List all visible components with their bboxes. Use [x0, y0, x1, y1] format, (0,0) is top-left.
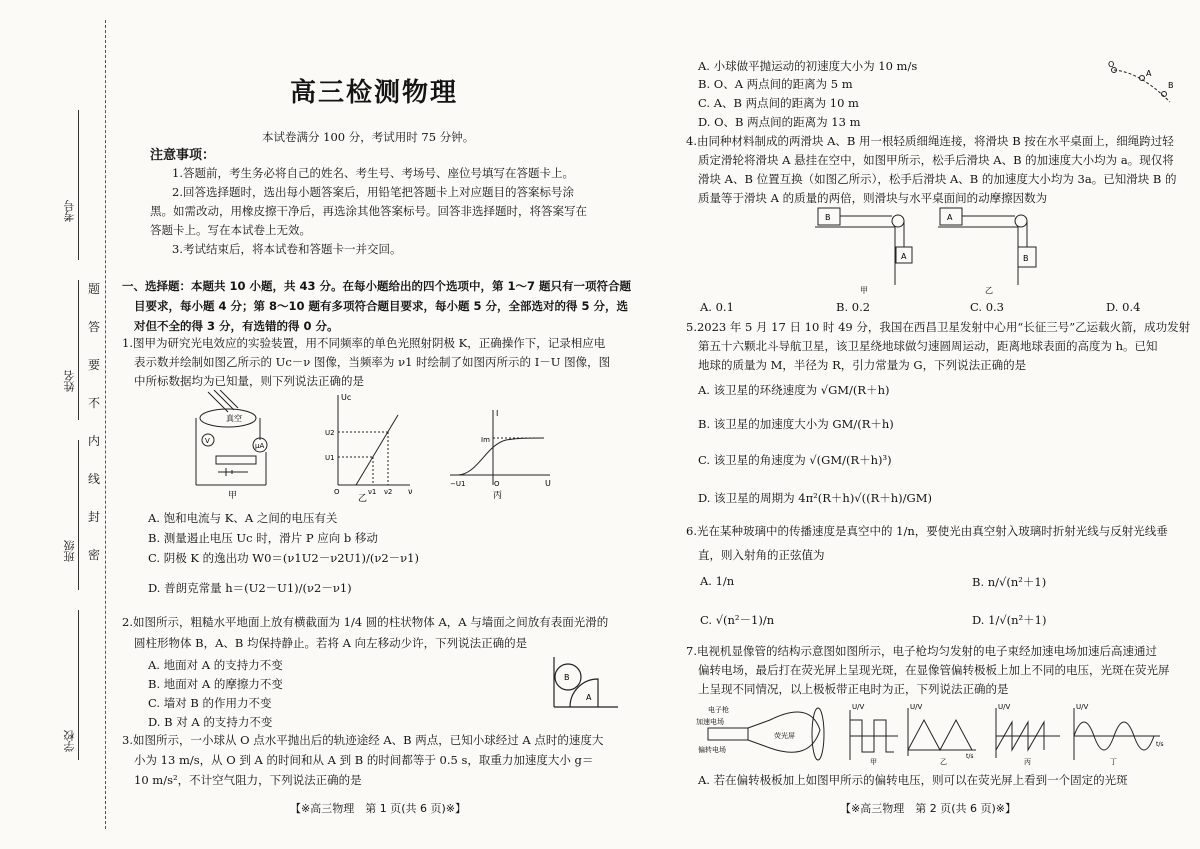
q3-stem: 小为 13 m/s，从 O 到 A 的时间和从 A 到 B 的时间都等于 0.5 s，取重力加速度大小 g＝	[134, 753, 594, 767]
q2-figure	[548, 655, 620, 710]
q5-option-b: B. 该卫星的加速度大小为 GM/(R＋h)	[698, 417, 894, 431]
section-instruction: 目要求，每小题 4 分；第 8～10 题有多项符合题目要求，每小题 5 分，全部选对的得 5 分，选	[134, 299, 629, 313]
svg-text:U/V: U/V	[910, 703, 923, 711]
svg-text:A: A	[947, 213, 953, 222]
u-axis: U	[545, 479, 551, 488]
q2-stem: 圆柱形物体 B，A、B 均保持静止。若将 A 向左移动少许，下列说法正确的是	[134, 636, 528, 650]
q3-option-a: A. 小球做平抛运动的初速度大小为 10 m/s	[698, 59, 918, 73]
svg-text:U/V: U/V	[998, 703, 1011, 711]
name-line	[78, 280, 79, 420]
q1-option-a: A. 饱和电流与 K、A 之间的电压有关	[148, 511, 338, 525]
q4-stem: 质定滑轮将滑块 A 悬挂在空中，如图甲所示，松手后滑块 A、B 的加速度大小均为 a。现仅将	[698, 153, 1174, 167]
deflect-label: 偏转电场	[698, 746, 726, 754]
page-footer-left: 【※高三物理 第 1 页(共 6 页)※】	[290, 802, 466, 815]
origin-label: O	[334, 488, 340, 496]
q4-figures	[810, 205, 1060, 295]
svg-text:U/V: U/V	[1076, 703, 1089, 711]
q4-option-b: B. 0.2	[836, 300, 871, 314]
q1-option-d: D. 普朗克常量 h＝(U2－U1)/(ν2－ν1)	[148, 581, 352, 595]
q4-option-c: C. 0.3	[970, 300, 1004, 314]
q1-figures	[188, 390, 568, 502]
svg-text:B: B	[564, 673, 570, 682]
svg-text:B: B	[825, 213, 831, 222]
uv-axis: U/V	[852, 703, 865, 711]
fig-label: 丙	[1024, 758, 1031, 766]
svg-text:t/s: t/s	[1156, 741, 1164, 748]
fig-label: 乙	[985, 286, 993, 295]
seal-char: 封	[88, 510, 101, 524]
note-line: 2.回答选择题时，选出每小题答案后，用铅笔把答题卡上对应题目的答案标号涂	[172, 185, 574, 199]
section-instruction: 对但不全的得 3 分，有选错的得 0 分。	[134, 319, 339, 333]
svg-text:B: B	[1168, 81, 1174, 90]
svg-text:A: A	[1146, 69, 1152, 78]
fig-label: 甲	[870, 758, 877, 766]
svg-text:O: O	[494, 480, 500, 488]
q3-stem: 3.如图所示，一小球从 O 点水平抛出后的轨迹途经 A、B 两点，已知小球经过 A 点时的速度大	[122, 733, 604, 747]
nu1-tick: ν1	[368, 488, 377, 496]
uc-axis: Uc	[341, 393, 352, 402]
q3-option-b: B. O、A 两点间的距离为 5 m	[698, 77, 853, 91]
q6-option-b: B. n/√(n²＋1)	[972, 575, 1047, 589]
q6-option-c: C. √(n²－1)/n	[700, 613, 775, 627]
q5-stem: 第五十六颗北斗导航卫星，该卫星绕地球做匀速圆周运动，距离地球表面的高度为 h。已知	[698, 339, 1158, 353]
fig-label: 丙	[493, 491, 503, 501]
q3-option-c: C. A、B 两点间的距离为 10 m	[698, 96, 859, 110]
school-label: 学校	[63, 730, 76, 752]
section-instruction: 一、选择题：本题共 10 小题，共 43 分。在每小题给出的四个选项中，第 1～7 题只有一项符合题	[122, 279, 632, 293]
svg-text:B: B	[1023, 254, 1029, 263]
i-axis: I	[496, 409, 499, 418]
ts-axis: t/s	[966, 753, 974, 760]
q6-option-a: A. 1/n	[700, 574, 735, 588]
q4-option-d: D. 0.4	[1106, 300, 1141, 314]
u1-tick: U1	[325, 454, 335, 462]
note-line: 黑。如需改动，用橡皮擦干净后，再选涂其他答案标号。回答非选择题时，将答案写在	[150, 204, 587, 218]
seal-char: 不	[88, 396, 101, 410]
svg-text:V: V	[205, 437, 210, 445]
q2-option-c: C. 墙对 B 的作用力不变	[148, 696, 272, 710]
im-tick: Im	[481, 436, 490, 444]
screen-label: 荧光屏	[774, 732, 795, 740]
q4-stem: 质量等于滑块 A 的质量的两倍，则滑块与水平桌面间的动摩擦因数为	[698, 191, 1048, 205]
vacuum-label: 真空	[226, 414, 242, 423]
q4-stem: 4.由同种材料制成的两滑块 A、B 用一根轻质细绳连接，将滑块 B 按在水平桌面上，细绳跨过轻	[686, 134, 1174, 148]
gun-label: 电子枪	[708, 706, 729, 714]
q5-option-a: A. 该卫星的环绕速度为 √GM/(R＋h)	[698, 383, 890, 397]
fig-label: 乙	[358, 494, 368, 502]
seal-char: 密	[88, 548, 101, 562]
intro-text: 本试卷满分 100 分，考试用时 75 分钟。	[262, 130, 475, 144]
svg-text:A: A	[901, 252, 907, 261]
exam-no-label: 考号	[63, 200, 76, 222]
page-footer-right: 【※高三物理 第 2 页(共 6 页)※】	[840, 802, 1016, 815]
note-line: 1.答题前，考生务必将自己的姓名、考生号、考场号、座位号填写在答题卡上。	[172, 166, 574, 180]
paper-title: 高三检测物理	[290, 78, 459, 108]
q3-option-d: D. O、B 两点间的距离为 13 m	[698, 115, 861, 129]
q2-option-d: D. B 对 A 的支持力不变	[148, 715, 273, 729]
seal-char: 要	[88, 358, 101, 372]
q2-option-a: A. 地面对 A 的支持力不变	[148, 658, 283, 672]
q5-option-d: D. 该卫星的周期为 4π²(R＋h)√((R＋h)/GM)	[698, 491, 932, 505]
class-line	[78, 440, 79, 590]
notes-heading: 注意事项：	[150, 148, 216, 163]
q2-stem: 2.如图所示，粗糙水平地面上放有横截面为 1/4 圆的柱状物体 A，A 与墙面之间放有表面光滑的	[122, 615, 609, 629]
u2-tick: U2	[325, 429, 335, 437]
seal-char: 答	[88, 320, 101, 334]
q3-stem: 10 m/s²，不计空气阻力，下列说法正确的是	[134, 773, 362, 787]
exam-no-line	[78, 110, 79, 260]
q1-option-b: B. 测量遏止电压 Uc 时，滑片 P 应向 b 移动	[148, 531, 378, 545]
q1-stem: 表示数并绘制如图乙所示的 Uc－ν 图像，当频率为 ν1 时绘制了如图丙所示的 I－U 图像，图	[134, 355, 611, 369]
svg-text:μA: μA	[255, 442, 265, 450]
seal-char: 题	[88, 282, 101, 296]
binding-line	[105, 20, 106, 829]
q7-figures	[690, 700, 1190, 766]
svg-text:A: A	[586, 693, 592, 702]
q7-option-a: A. 若在偏转极板加上如图甲所示的偏转电压，则可以在荧光屏上看到一个固定的光斑	[698, 773, 1128, 787]
q3-figure	[1100, 58, 1180, 110]
q6-stem: 直，则入射角的正弦值为	[698, 548, 825, 562]
fig-label: 甲	[860, 286, 868, 295]
note-line: 答题卡上。写在本试卷上无效。	[150, 223, 311, 237]
q6-option-d: D. 1/√(n²＋1)	[972, 613, 1047, 627]
seal-char: 线	[88, 472, 101, 486]
name-label: 姓名	[63, 370, 76, 392]
q5-stem: 地球的质量为 M，半径为 R，引力常量为 G，下列说法正确的是	[698, 358, 1027, 372]
q1-stem: 中所标数据均为已知量，则下列说法正确的是	[134, 374, 364, 388]
class-label: 班级	[63, 540, 76, 562]
q7-stem: 上呈现不同情况，以上极板带正电时为正，下列说法正确的是	[698, 682, 1009, 696]
q1-option-c: C. 阴极 K 的逸出功 W0＝(ν1U2－ν2U1)/(ν2－ν1)	[148, 551, 419, 565]
nu-axis: ν	[408, 487, 413, 496]
svg-text:O: O	[1108, 60, 1115, 69]
q4-option-a: A. 0.1	[700, 300, 734, 314]
note-line: 3.考试结束后，将本试卷和答题卡一并交回。	[172, 242, 402, 256]
seal-char: 内	[88, 434, 101, 448]
q1-stem: 1.图甲为研究光电效应的实验装置，用不同频率的单色光照射阴极 K，正确操作下，记录相应电	[122, 336, 606, 350]
school-line	[78, 610, 79, 760]
q7-stem: 偏转电场，最后打在荧光屏上呈现光斑，在显像管偏转极板上加上不同的电压，光斑在荧光屏	[698, 663, 1170, 677]
q2-option-b: B. 地面对 A 的摩擦力不变	[148, 677, 283, 691]
q5-stem: 5.2023 年 5 月 17 日 10 时 49 分，我国在西昌卫星发射中心用“长征三号”乙运载火箭，成功发射	[686, 320, 1191, 334]
q7-stem: 7.电视机显像管的结构示意图如图所示，电子枪均匀发射的电子束经加速电场加速后高速通过	[686, 644, 1157, 658]
accel-label: 加速电场	[696, 718, 724, 726]
neg-u1-tick: −U1	[450, 480, 466, 488]
q4-stem: 滑块 A、B 位置互换（如图乙所示），松手后滑块 A、B 的加速度大小均为 3a。已知滑块 B 的	[698, 172, 1177, 186]
q6-stem: 6.光在某种玻璃中的传播速度是真空中的 1/n，要使光由真空射入玻璃时折射光线与反射光线垂	[686, 524, 1168, 538]
q5-option-c: C. 该卫星的角速度为 √(GM/(R＋h)³)	[698, 453, 892, 467]
fig-label: 丁	[1110, 758, 1117, 766]
nu2-tick: ν2	[384, 488, 393, 496]
fig-label: 甲	[228, 491, 238, 501]
fig-label: 乙	[940, 758, 947, 766]
